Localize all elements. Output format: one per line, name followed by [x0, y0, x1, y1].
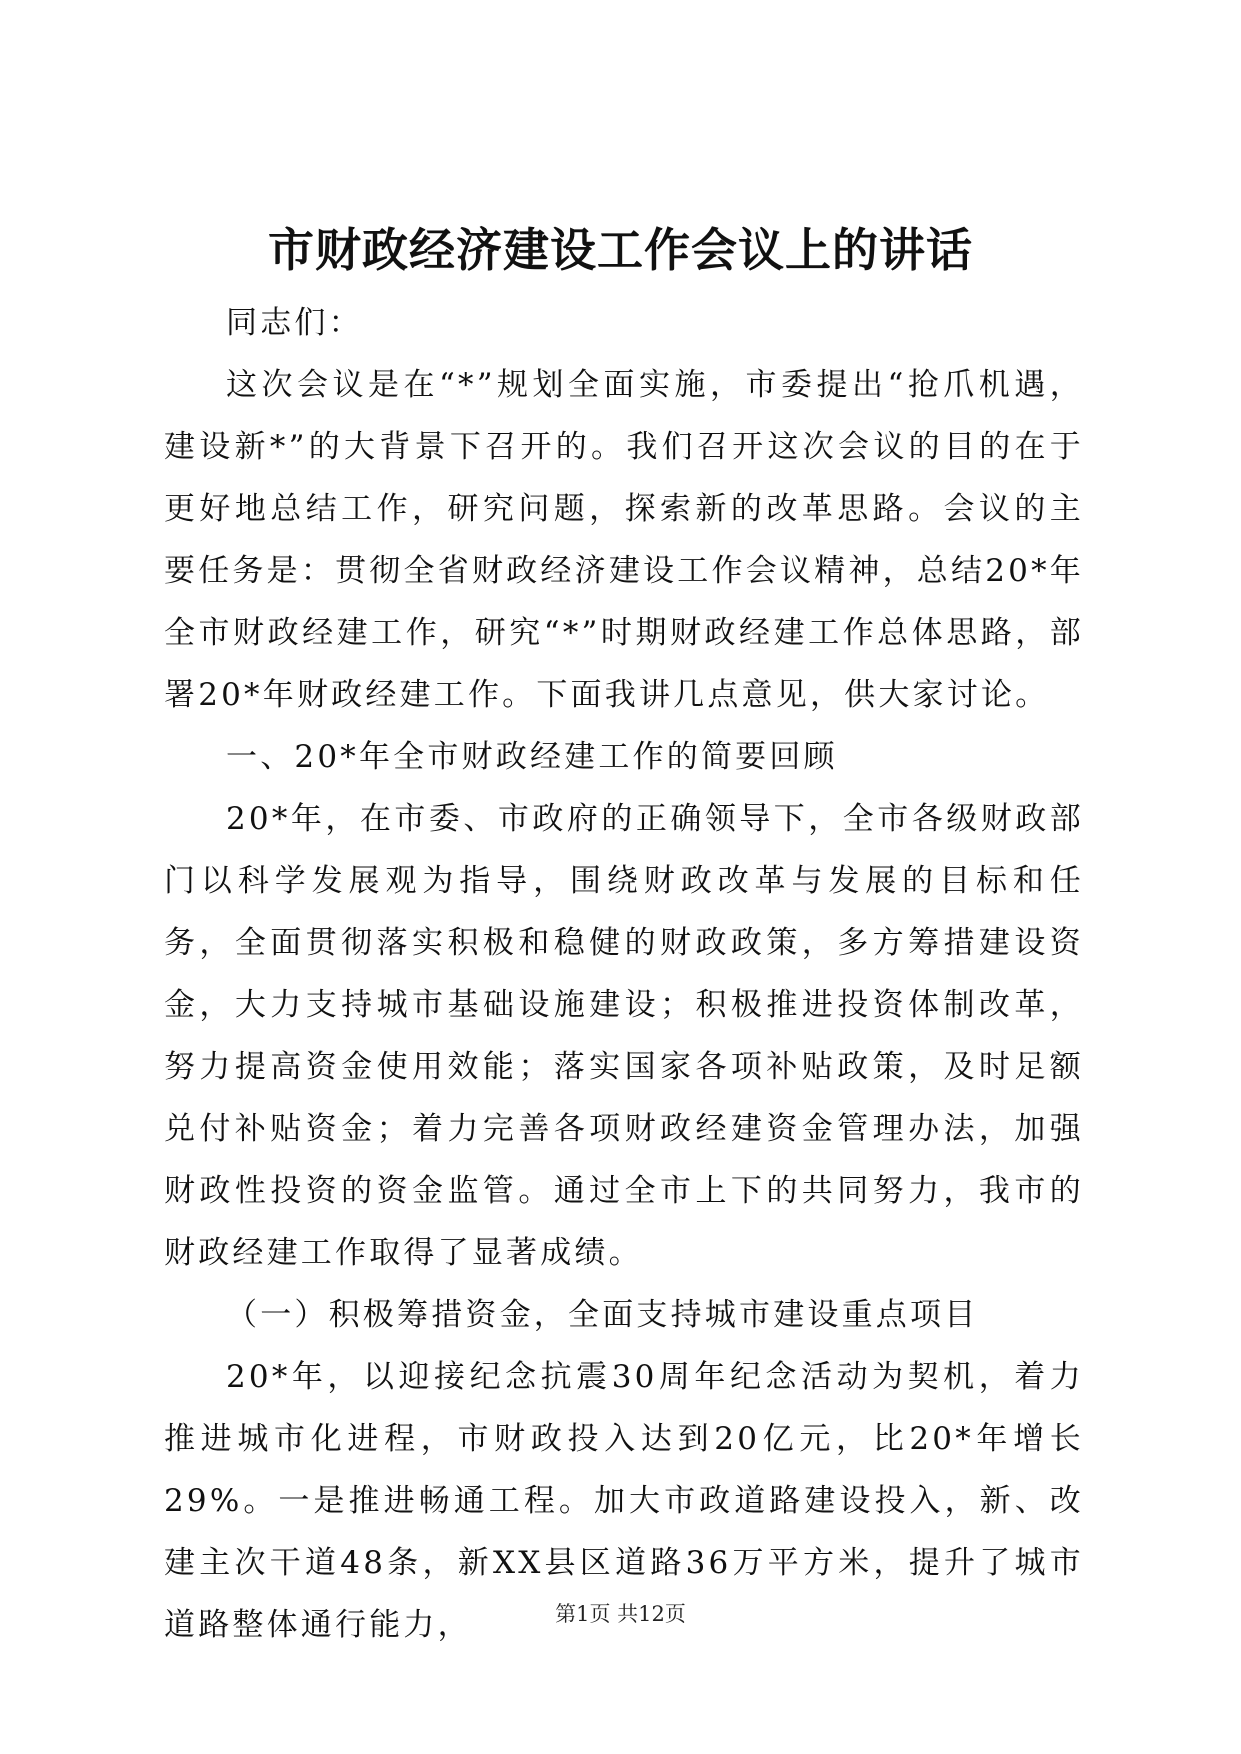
salutation: 同志们： — [226, 305, 363, 341]
paragraph-funding: 20*年，以迎接纪念抗震30周年纪念活动为契机，着力推进城市化进程，市财政投入达到20亿元，比20*年增长29%。一是推进畅通工程。加大市政道路建设投入，新、改建主次干道48条，新XX县区道路36万平方米，提升了城市道路整体通行能力， — [164, 1359, 1084, 1643]
subsection-heading-1: （一）积极筹措资金，全面支持城市建设重点项目 — [226, 1297, 979, 1333]
paragraph-intro: 这次会议是在“*”规划全面实施，市委提出“抢爪机遇，建设新*”的大背景下召开的。我们召开这次会议的目的在于更好地总结工作，研究问题，探索新的改革思路。会议的主要任务是：贯彻全省财政经济建设工作会议精神，总结20*年全市财政经建工作，研究“*”时期财政经建工作总体思路，部署20*年财政经建工作。下面我讲几点意见，供大家讨论。 — [164, 367, 1084, 713]
document-body — [164, 292, 1084, 1656]
document-title: 市财政经济建设工作会议上的讲话 — [268, 223, 973, 277]
section-heading-1: 一、20*年全市财政经建工作的简要回顾 — [226, 739, 838, 775]
page-footer: 第1页 共12页 — [555, 1602, 686, 1626]
paragraph-review: 20*年，在市委、市政府的正确领导下，全市各级财政部门以科学发展观为指导，围绕财政改革与发展的目标和任务，全面贯彻落实积极和稳健的财政政策，多方筹措建设资金，大力支持城市基础设施建设；积极推进投资体制改革，努力提高资金使用效能；落实国家各项补贴政策，及时足额兑付补贴资金；着力完善各项财政经建资金管理办法，加强财政性投资的资金监管。通过全市上下的共同努力，我市的财政经建工作取得了显著成绩。 — [164, 801, 1084, 1271]
